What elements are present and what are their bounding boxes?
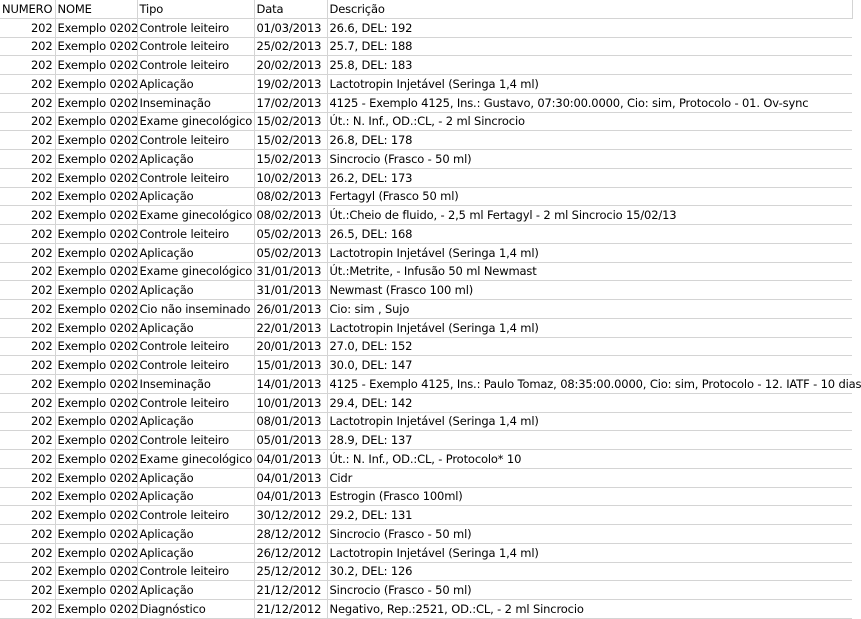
cell-tipo[interactable]: Aplicação: [137, 581, 254, 600]
cell-descricao[interactable]: 4125 - Exemplo 4125, Ins.: Paulo Tomaz, 08:35:00.0000, Cio: sim, Protocolo - 12. IATF - 10 dias: [327, 375, 852, 394]
cell-data[interactable]: 10/02/2013: [254, 168, 327, 187]
table-row: [0, 562, 852, 581]
cell-numero[interactable]: 202: [0, 243, 55, 262]
cell-tipo[interactable]: Inseminação: [137, 93, 254, 112]
cell-numero[interactable]: 202: [0, 93, 55, 112]
cell-numero[interactable]: 202: [0, 581, 55, 600]
cell-nome[interactable]: Exemplo 0202: [55, 131, 137, 150]
cell-descricao[interactable]: 29.2, DEL: 131: [327, 506, 852, 525]
cell-numero[interactable]: 202: [0, 206, 55, 225]
cell-data[interactable]: 22/01/2013: [254, 318, 327, 337]
cell-numero[interactable]: 202: [0, 300, 55, 319]
table-row: [0, 112, 852, 131]
cell-numero[interactable]: 202: [0, 450, 55, 469]
cell-numero[interactable]: 202: [0, 56, 55, 75]
cell-nome[interactable]: Exemplo 0202: [55, 18, 137, 37]
cell-data[interactable]: 15/02/2013: [254, 112, 327, 131]
table-row: [0, 37, 852, 56]
cell-tipo[interactable]: Aplicação: [137, 468, 254, 487]
cell-data[interactable]: 10/01/2013: [254, 393, 327, 412]
table-row: [0, 75, 852, 94]
table-row: [0, 431, 852, 450]
cell-data[interactable]: 08/02/2013: [254, 187, 327, 206]
cell-descricao[interactable]: 26.2, DEL: 173: [327, 168, 852, 187]
cell-numero[interactable]: 202: [0, 281, 55, 300]
cell-nome[interactable]: Exemplo 0202: [55, 300, 137, 319]
cell-tipo[interactable]: Controle leiteiro: [137, 18, 254, 37]
cell-numero[interactable]: 202: [0, 225, 55, 244]
table-row: [0, 543, 852, 562]
cell-nome[interactable]: Exemplo 0202: [55, 318, 137, 337]
cell-nome[interactable]: Exemplo 0202: [55, 543, 137, 562]
cell-tipo[interactable]: Controle leiteiro: [137, 562, 254, 581]
table-row: [0, 262, 852, 281]
table-row: [0, 18, 852, 37]
cell-data[interactable]: 25/02/2013: [254, 37, 327, 56]
table-row: [0, 468, 852, 487]
cell-numero[interactable]: 202: [0, 150, 55, 169]
cell-data[interactable]: 04/01/2013: [254, 450, 327, 469]
table-row: [0, 393, 852, 412]
cell-numero[interactable]: 202: [0, 562, 55, 581]
cell-data[interactable]: 04/01/2013: [254, 487, 327, 506]
table-body: [0, 18, 861, 618]
cell-data[interactable]: 15/01/2013: [254, 356, 327, 375]
cell-nome[interactable]: Exemplo 0202: [55, 525, 137, 544]
header-data[interactable]: Data: [254, 0, 327, 18]
cell-descricao[interactable]: Lactotropin Injetável (Seringa 1,4 ml): [327, 412, 852, 431]
table-row: [0, 225, 852, 244]
cell-descricao[interactable]: Fertagyl (Frasco 50 ml): [327, 187, 852, 206]
cell-nome[interactable]: Exemplo 0202: [55, 93, 137, 112]
cell-tipo[interactable]: Controle leiteiro: [137, 431, 254, 450]
cell-numero[interactable]: 202: [0, 487, 55, 506]
cell-descricao[interactable]: Sincrocio (Frasco - 50 ml): [327, 150, 852, 169]
cell-data[interactable]: 17/02/2013: [254, 93, 327, 112]
cell-data[interactable]: 01/03/2013: [254, 18, 327, 37]
cell-descricao[interactable]: Cio: sim , Sujo: [327, 300, 852, 319]
cell-descricao[interactable]: 26.8, DEL: 178: [327, 131, 852, 150]
cell-nome[interactable]: Exemplo 0202: [55, 450, 137, 469]
cell-data[interactable]: 15/02/2013: [254, 150, 327, 169]
table-row: [0, 450, 852, 469]
cell-tipo[interactable]: Controle leiteiro: [137, 168, 254, 187]
cell-descricao[interactable]: Lactotropin Injetável (Seringa 1,4 ml): [327, 543, 852, 562]
cell-numero[interactable]: 202: [0, 131, 55, 150]
table-row: [0, 150, 852, 169]
cell-data[interactable]: 21/12/2012: [254, 581, 327, 600]
cell-descricao[interactable]: 25.7, DEL: 188: [327, 37, 852, 56]
cell-data[interactable]: 26/01/2013: [254, 300, 327, 319]
cell-tipo[interactable]: Controle leiteiro: [137, 393, 254, 412]
cell-tipo[interactable]: Diagnóstico: [137, 600, 254, 619]
cell-data[interactable]: 25/12/2012: [254, 562, 327, 581]
cell-data[interactable]: 05/02/2013: [254, 243, 327, 262]
cell-descricao[interactable]: Lactotropin Injetável (Seringa 1,4 ml): [327, 243, 852, 262]
table-row: [0, 206, 852, 225]
cell-numero[interactable]: 202: [0, 543, 55, 562]
cell-nome[interactable]: Exemplo 0202: [55, 37, 137, 56]
cell-nome[interactable]: Exemplo 0202: [55, 187, 137, 206]
cell-descricao[interactable]: Út.: N. Inf., OD.:CL, - 2 ml Sincrocio: [327, 112, 852, 131]
cell-nome[interactable]: Exemplo 0202: [55, 412, 137, 431]
cell-data[interactable]: 04/01/2013: [254, 468, 327, 487]
cell-nome[interactable]: Exemplo 0202: [55, 262, 137, 281]
table-row: [0, 187, 852, 206]
cell-nome[interactable]: Exemplo 0202: [55, 150, 137, 169]
table-row: [0, 506, 852, 525]
cell-tipo[interactable]: Aplicação: [137, 150, 254, 169]
cell-nome[interactable]: Exemplo 0202: [55, 487, 137, 506]
cell-descricao[interactable]: 25.8, DEL: 183: [327, 56, 852, 75]
cell-nome[interactable]: Exemplo 0202: [55, 112, 137, 131]
cell-tipo[interactable]: Aplicação: [137, 243, 254, 262]
cell-descricao[interactable]: Newmast (Frasco 100 ml): [327, 281, 852, 300]
cell-descricao[interactable]: Estrogin (Frasco 100ml): [327, 487, 852, 506]
table-row: [0, 412, 852, 431]
cell-data[interactable]: 31/01/2013: [254, 281, 327, 300]
cell-nome[interactable]: Exemplo 0202: [55, 393, 137, 412]
cell-numero[interactable]: 202: [0, 412, 55, 431]
cell-data[interactable]: 26/12/2012: [254, 543, 327, 562]
cell-tipo[interactable]: Aplicação: [137, 75, 254, 94]
cell-tipo[interactable]: Controle leiteiro: [137, 131, 254, 150]
cell-numero[interactable]: 202: [0, 112, 55, 131]
cell-nome[interactable]: Exemplo 0202: [55, 431, 137, 450]
cell-descricao[interactable]: 4125 - Exemplo 4125, Ins.: Gustavo, 07:30:00.0000, Cio: sim, Protocolo - 01. Ov-sync: [327, 93, 852, 112]
table-row: [0, 243, 852, 262]
cell-tipo[interactable]: Controle leiteiro: [137, 225, 254, 244]
cell-tipo[interactable]: Controle leiteiro: [137, 356, 254, 375]
cell-descricao[interactable]: Negativo, Rep.:2521, OD.:CL, - 2 ml Sincrocio: [327, 600, 852, 619]
cell-numero[interactable]: 202: [0, 525, 55, 544]
cell-nome[interactable]: Exemplo 0202: [55, 468, 137, 487]
cell-descricao[interactable]: Lactotropin Injetável (Seringa 1,4 ml): [327, 318, 852, 337]
cell-nome[interactable]: Exemplo 0202: [55, 225, 137, 244]
cell-descricao[interactable]: Cidr: [327, 468, 852, 487]
cell-nome[interactable]: Exemplo 0202: [55, 506, 137, 525]
table-row: [0, 318, 852, 337]
cell-descricao[interactable]: 28.9, DEL: 137: [327, 431, 852, 450]
table-row: [0, 581, 852, 600]
cell-data[interactable]: 14/01/2013: [254, 375, 327, 394]
cell-tipo[interactable]: Controle leiteiro: [137, 56, 254, 75]
table-row: [0, 375, 852, 394]
cell-numero[interactable]: 202: [0, 506, 55, 525]
cell-nome[interactable]: Exemplo 0202: [55, 337, 137, 356]
cell-tipo[interactable]: Exame ginecológico: [137, 450, 254, 469]
table-row: [0, 487, 852, 506]
cell-numero[interactable]: 202: [0, 75, 55, 94]
cell-descricao[interactable]: Út.: N. Inf., OD.:CL, - Protocolo* 10: [327, 450, 852, 469]
cell-data[interactable]: 28/12/2012: [254, 525, 327, 544]
cell-tipo[interactable]: Inseminação: [137, 375, 254, 394]
cell-tipo[interactable]: Exame ginecológico: [137, 112, 254, 131]
header-numero[interactable]: NUMERO: [0, 0, 55, 18]
cell-data[interactable]: 20/02/2013: [254, 56, 327, 75]
cell-numero[interactable]: 202: [0, 18, 55, 37]
header-descricao[interactable]: Descrição: [327, 0, 852, 18]
cell-data[interactable]: 05/01/2013: [254, 431, 327, 450]
cell-descricao[interactable]: 26.5, DEL: 168: [327, 225, 852, 244]
cell-numero[interactable]: 202: [0, 356, 55, 375]
cell-numero[interactable]: 202: [0, 37, 55, 56]
table-row: [0, 337, 852, 356]
cell-nome[interactable]: Exemplo 0202: [55, 375, 137, 394]
cell-data[interactable]: 19/02/2013: [254, 75, 327, 94]
cell-data[interactable]: 15/02/2013: [254, 131, 327, 150]
cell-numero[interactable]: 202: [0, 337, 55, 356]
cell-data[interactable]: 31/01/2013: [254, 262, 327, 281]
cell-tipo[interactable]: Aplicação: [137, 543, 254, 562]
cell-nome[interactable]: Exemplo 0202: [55, 562, 137, 581]
table-row: [0, 300, 852, 319]
cell-descricao[interactable]: 29.4, DEL: 142: [327, 393, 852, 412]
table-row: [0, 93, 852, 112]
cell-tipo[interactable]: Controle leiteiro: [137, 506, 254, 525]
cell-tipo[interactable]: Cio não inseminado: [137, 300, 254, 319]
table-row: [0, 525, 852, 544]
cell-nome[interactable]: Exemplo 0202: [55, 168, 137, 187]
cell-descricao[interactable]: Út.:Cheio de fluido, - 2,5 ml Fertagyl - 2 ml Sincrocio 15/02/13: [327, 206, 852, 225]
cell-descricao[interactable]: 30.2, DEL: 126: [327, 562, 852, 581]
header-nome[interactable]: NOME: [55, 0, 137, 18]
cell-data[interactable]: 30/12/2012: [254, 506, 327, 525]
cell-tipo[interactable]: Exame ginecológico: [137, 262, 254, 281]
cell-nome[interactable]: Exemplo 0202: [55, 356, 137, 375]
cell-descricao[interactable]: 27.0, DEL: 152: [327, 337, 852, 356]
cell-tipo[interactable]: Aplicação: [137, 281, 254, 300]
cell-numero[interactable]: 202: [0, 393, 55, 412]
cell-numero[interactable]: 202: [0, 600, 55, 619]
cell-tipo[interactable]: Exame ginecológico: [137, 206, 254, 225]
cell-numero[interactable]: 202: [0, 187, 55, 206]
cell-nome[interactable]: Exemplo 0202: [55, 243, 137, 262]
cell-nome[interactable]: Exemplo 0202: [55, 75, 137, 94]
cell-nome[interactable]: Exemplo 0202: [55, 600, 137, 619]
cell-tipo[interactable]: Aplicação: [137, 412, 254, 431]
cell-data[interactable]: 08/01/2013: [254, 412, 327, 431]
table-row: [0, 281, 852, 300]
cell-nome[interactable]: Exemplo 0202: [55, 206, 137, 225]
cell-numero[interactable]: 202: [0, 468, 55, 487]
table-row: [0, 56, 852, 75]
table-row: [0, 131, 852, 150]
cell-tipo[interactable]: Aplicação: [137, 318, 254, 337]
cell-nome[interactable]: Exemplo 0202: [55, 56, 137, 75]
table-row: [0, 356, 852, 375]
cell-numero[interactable]: 202: [0, 262, 55, 281]
cell-numero[interactable]: 202: [0, 431, 55, 450]
cell-numero[interactable]: 202: [0, 168, 55, 187]
cell-data[interactable]: 20/01/2013: [254, 337, 327, 356]
cell-data[interactable]: 21/12/2012: [254, 600, 327, 619]
table-row: [0, 168, 852, 187]
cell-descricao[interactable]: 26.6, DEL: 192: [327, 18, 852, 37]
cell-nome[interactable]: Exemplo 0202: [55, 281, 137, 300]
header-row: [0, 0, 852, 18]
cell-tipo[interactable]: Aplicação: [137, 187, 254, 206]
cell-tipo[interactable]: Controle leiteiro: [137, 337, 254, 356]
cell-descricao[interactable]: Sincrocio (Frasco - 50 ml): [327, 581, 852, 600]
cell-tipo[interactable]: Controle leiteiro: [137, 37, 254, 56]
header-tipo[interactable]: Tipo: [137, 0, 254, 18]
cell-data[interactable]: 08/02/2013: [254, 206, 327, 225]
cell-descricao[interactable]: Sincrocio (Frasco - 50 ml): [327, 525, 852, 544]
cell-nome[interactable]: Exemplo 0202: [55, 581, 137, 600]
cell-descricao[interactable]: Lactotropin Injetável (Seringa 1,4 ml): [327, 75, 852, 94]
cell-numero[interactable]: 202: [0, 318, 55, 337]
cell-tipo[interactable]: Aplicação: [137, 525, 254, 544]
cell-descricao[interactable]: Út.:Metrite, - Infusão 50 ml Newmast: [327, 262, 852, 281]
table-row: [0, 600, 852, 619]
cell-numero[interactable]: 202: [0, 375, 55, 394]
cell-descricao[interactable]: 30.0, DEL: 147: [327, 356, 852, 375]
cell-tipo[interactable]: Aplicação: [137, 487, 254, 506]
cell-data[interactable]: 05/02/2013: [254, 225, 327, 244]
